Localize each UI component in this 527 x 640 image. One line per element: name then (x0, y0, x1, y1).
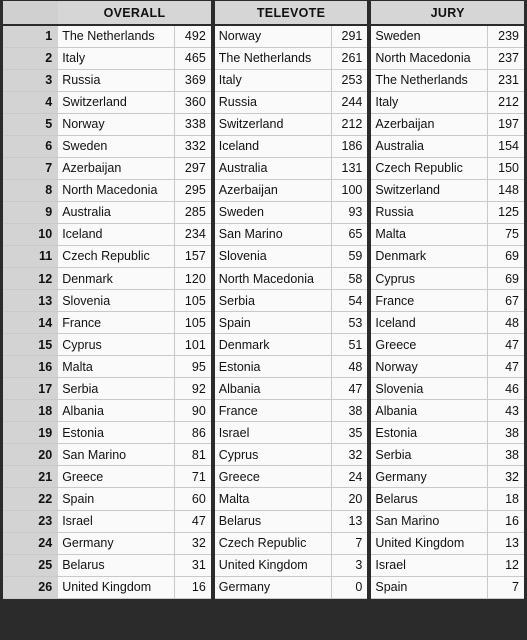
overall-country-cell: Malta (58, 356, 174, 378)
jury-points-cell: 13 (488, 532, 524, 554)
jury-country-cell: Switzerland (371, 179, 487, 201)
televote-country-cell: San Marino (215, 223, 331, 245)
table-row (3, 47, 524, 69)
rank-cell: 10 (3, 223, 58, 245)
jury-points-cell: 47 (488, 356, 524, 378)
televote-points-cell: 65 (331, 223, 367, 245)
televote-points-cell: 7 (331, 532, 367, 554)
rank-cell: 23 (3, 510, 58, 532)
televote-country-cell: Estonia (215, 356, 331, 378)
rank-column-header (3, 1, 58, 25)
table-row (3, 554, 524, 576)
jury-points-cell: 38 (488, 444, 524, 466)
televote-points-cell: 35 (331, 422, 367, 444)
overall-country-cell: Spain (58, 488, 174, 510)
televote-country-cell: Switzerland (215, 113, 331, 135)
televote-country-cell: Azerbaijan (215, 179, 331, 201)
table-row (3, 223, 524, 245)
table-row (3, 510, 524, 532)
jury-country-cell: Albania (371, 400, 487, 422)
jury-points-cell: 212 (488, 91, 524, 113)
overall-points-cell: 92 (175, 378, 211, 400)
jury-country-cell: Iceland (371, 312, 487, 334)
televote-points-cell: 24 (331, 466, 367, 488)
rank-cell: 16 (3, 356, 58, 378)
overall-country-cell: Sweden (58, 135, 174, 157)
overall-country-cell: Albania (58, 400, 174, 422)
jury-country-cell: Estonia (371, 422, 487, 444)
televote-country-cell: Cyprus (215, 444, 331, 466)
overall-points-cell: 90 (175, 400, 211, 422)
jury-points-cell: 18 (488, 488, 524, 510)
overall-country-cell: Estonia (58, 422, 174, 444)
jury-points-cell: 7 (488, 576, 524, 598)
header-row (3, 1, 524, 25)
overall-country-cell: Azerbaijan (58, 157, 174, 179)
table-row (3, 334, 524, 356)
jury-country-cell: Malta (371, 223, 487, 245)
televote-country-cell: The Netherlands (215, 47, 331, 69)
rank-cell: 6 (3, 135, 58, 157)
overall-country-cell: Russia (58, 69, 174, 91)
jury-points-cell: 48 (488, 312, 524, 334)
table-row (3, 466, 524, 488)
rank-cell: 2 (3, 47, 58, 69)
televote-points-cell: 244 (331, 91, 367, 113)
televote-points-cell: 53 (331, 312, 367, 334)
televote-points-cell: 93 (331, 201, 367, 223)
overall-country-cell: Germany (58, 532, 174, 554)
televote-column-header: TELEVOTE (215, 1, 368, 25)
overall-points-cell: 360 (175, 91, 211, 113)
jury-country-cell: Italy (371, 91, 487, 113)
table-row (3, 201, 524, 223)
televote-country-cell: Iceland (215, 135, 331, 157)
televote-country-cell: France (215, 400, 331, 422)
table-row (3, 245, 524, 267)
televote-country-cell: Australia (215, 157, 331, 179)
televote-points-cell: 20 (331, 488, 367, 510)
televote-country-cell: North Macedonia (215, 268, 331, 290)
jury-country-cell: France (371, 290, 487, 312)
jury-points-cell: 237 (488, 47, 524, 69)
overall-country-cell: Israel (58, 510, 174, 532)
overall-points-cell: 465 (175, 47, 211, 69)
televote-country-cell: Germany (215, 576, 331, 598)
overall-points-cell: 32 (175, 532, 211, 554)
table-row (3, 179, 524, 201)
overall-points-cell: 47 (175, 510, 211, 532)
overall-country-cell: Serbia (58, 378, 174, 400)
overall-points-cell: 295 (175, 179, 211, 201)
televote-points-cell: 58 (331, 268, 367, 290)
table-row (3, 488, 524, 510)
televote-country-cell: Italy (215, 69, 331, 91)
televote-points-cell: 32 (331, 444, 367, 466)
table-row (3, 400, 524, 422)
overall-country-cell: United Kingdom (58, 576, 174, 598)
televote-country-cell: Israel (215, 422, 331, 444)
overall-points-cell: 31 (175, 554, 211, 576)
jury-points-cell: 239 (488, 25, 524, 47)
jury-points-cell: 148 (488, 179, 524, 201)
table-row (3, 422, 524, 444)
televote-country-cell: Sweden (215, 201, 331, 223)
overall-points-cell: 105 (175, 312, 211, 334)
overall-points-cell: 16 (175, 576, 211, 598)
televote-points-cell: 186 (331, 135, 367, 157)
rank-cell: 13 (3, 290, 58, 312)
jury-country-cell: United Kingdom (371, 532, 487, 554)
overall-points-cell: 95 (175, 356, 211, 378)
jury-country-cell: Israel (371, 554, 487, 576)
rank-cell: 12 (3, 268, 58, 290)
televote-country-cell: Serbia (215, 290, 331, 312)
rank-cell: 4 (3, 91, 58, 113)
table-row (3, 378, 524, 400)
overall-country-cell: Switzerland (58, 91, 174, 113)
rank-cell: 9 (3, 201, 58, 223)
overall-points-cell: 101 (175, 334, 211, 356)
overall-points-cell: 120 (175, 268, 211, 290)
jury-points-cell: 47 (488, 334, 524, 356)
overall-country-cell: Belarus (58, 554, 174, 576)
jury-country-cell: Spain (371, 576, 487, 598)
rank-cell: 7 (3, 157, 58, 179)
overall-points-cell: 105 (175, 290, 211, 312)
overall-country-cell: Slovenia (58, 290, 174, 312)
jury-points-cell: 154 (488, 135, 524, 157)
jury-column-header: JURY (371, 1, 524, 25)
table-row (3, 135, 524, 157)
televote-points-cell: 54 (331, 290, 367, 312)
jury-country-cell: North Macedonia (371, 47, 487, 69)
table-row (3, 444, 524, 466)
jury-country-cell: Denmark (371, 245, 487, 267)
jury-points-cell: 231 (488, 69, 524, 91)
overall-points-cell: 157 (175, 245, 211, 267)
overall-country-cell: Greece (58, 466, 174, 488)
jury-country-cell: The Netherlands (371, 69, 487, 91)
televote-points-cell: 3 (331, 554, 367, 576)
overall-points-cell: 332 (175, 135, 211, 157)
televote-points-cell: 0 (331, 576, 367, 598)
jury-country-cell: Norway (371, 356, 487, 378)
overall-column-header: OVERALL (58, 1, 211, 25)
results-table (3, 1, 524, 599)
rank-cell: 19 (3, 422, 58, 444)
overall-points-cell: 81 (175, 444, 211, 466)
table-row (3, 356, 524, 378)
overall-country-cell: San Marino (58, 444, 174, 466)
rank-cell: 17 (3, 378, 58, 400)
table-row (3, 532, 524, 554)
televote-points-cell: 13 (331, 510, 367, 532)
televote-country-cell: Spain (215, 312, 331, 334)
overall-points-cell: 338 (175, 113, 211, 135)
overall-country-cell: The Netherlands (58, 25, 174, 47)
televote-points-cell: 212 (331, 113, 367, 135)
table-row (3, 312, 524, 334)
jury-points-cell: 16 (488, 510, 524, 532)
televote-country-cell: Belarus (215, 510, 331, 532)
televote-points-cell: 100 (331, 179, 367, 201)
overall-country-cell: Cyprus (58, 334, 174, 356)
jury-points-cell: 43 (488, 400, 524, 422)
jury-country-cell: Belarus (371, 488, 487, 510)
table-row (3, 25, 524, 47)
televote-points-cell: 253 (331, 69, 367, 91)
televote-country-cell: Albania (215, 378, 331, 400)
televote-points-cell: 48 (331, 356, 367, 378)
rank-cell: 20 (3, 444, 58, 466)
televote-country-cell: Malta (215, 488, 331, 510)
televote-country-cell: Russia (215, 91, 331, 113)
televote-country-cell: Czech Republic (215, 532, 331, 554)
televote-points-cell: 59 (331, 245, 367, 267)
jury-country-cell: San Marino (371, 510, 487, 532)
jury-country-cell: Australia (371, 135, 487, 157)
televote-country-cell: Norway (215, 25, 331, 47)
jury-country-cell: Germany (371, 466, 487, 488)
table-row (3, 113, 524, 135)
televote-points-cell: 131 (331, 157, 367, 179)
jury-points-cell: 67 (488, 290, 524, 312)
televote-points-cell: 47 (331, 378, 367, 400)
rank-cell: 14 (3, 312, 58, 334)
overall-country-cell: France (58, 312, 174, 334)
jury-country-cell: Greece (371, 334, 487, 356)
overall-country-cell: North Macedonia (58, 179, 174, 201)
jury-points-cell: 75 (488, 223, 524, 245)
rank-cell: 1 (3, 25, 58, 47)
overall-country-cell: Iceland (58, 223, 174, 245)
rank-cell: 15 (3, 334, 58, 356)
overall-country-cell: Denmark (58, 268, 174, 290)
televote-points-cell: 291 (331, 25, 367, 47)
rank-cell: 24 (3, 532, 58, 554)
overall-points-cell: 234 (175, 223, 211, 245)
table-row (3, 157, 524, 179)
rank-cell: 11 (3, 245, 58, 267)
jury-points-cell: 197 (488, 113, 524, 135)
rank-cell: 25 (3, 554, 58, 576)
table-row (3, 576, 524, 598)
televote-country-cell: United Kingdom (215, 554, 331, 576)
table-row (3, 69, 524, 91)
rank-cell: 3 (3, 69, 58, 91)
overall-country-cell: Norway (58, 113, 174, 135)
jury-points-cell: 150 (488, 157, 524, 179)
jury-points-cell: 38 (488, 422, 524, 444)
overall-points-cell: 297 (175, 157, 211, 179)
table-row (3, 268, 524, 290)
overall-points-cell: 60 (175, 488, 211, 510)
overall-country-cell: Australia (58, 201, 174, 223)
jury-country-cell: Cyprus (371, 268, 487, 290)
overall-points-cell: 86 (175, 422, 211, 444)
jury-points-cell: 46 (488, 378, 524, 400)
televote-country-cell: Denmark (215, 334, 331, 356)
jury-country-cell: Slovenia (371, 378, 487, 400)
overall-country-cell: Italy (58, 47, 174, 69)
jury-points-cell: 69 (488, 268, 524, 290)
televote-points-cell: 51 (331, 334, 367, 356)
jury-country-cell: Sweden (371, 25, 487, 47)
overall-points-cell: 285 (175, 201, 211, 223)
televote-country-cell: Slovenia (215, 245, 331, 267)
jury-points-cell: 69 (488, 245, 524, 267)
overall-points-cell: 369 (175, 69, 211, 91)
jury-points-cell: 12 (488, 554, 524, 576)
rank-cell: 8 (3, 179, 58, 201)
rank-cell: 26 (3, 576, 58, 598)
table-row (3, 91, 524, 113)
televote-points-cell: 261 (331, 47, 367, 69)
overall-points-cell: 492 (175, 25, 211, 47)
rank-cell: 21 (3, 466, 58, 488)
televote-country-cell: Greece (215, 466, 331, 488)
televote-points-cell: 38 (331, 400, 367, 422)
jury-country-cell: Czech Republic (371, 157, 487, 179)
jury-points-cell: 32 (488, 466, 524, 488)
jury-country-cell: Russia (371, 201, 487, 223)
rank-cell: 18 (3, 400, 58, 422)
jury-country-cell: Azerbaijan (371, 113, 487, 135)
rank-cell: 22 (3, 488, 58, 510)
overall-country-cell: Czech Republic (58, 245, 174, 267)
rank-cell: 5 (3, 113, 58, 135)
jury-points-cell: 125 (488, 201, 524, 223)
overall-points-cell: 71 (175, 466, 211, 488)
table-row (3, 290, 524, 312)
jury-country-cell: Serbia (371, 444, 487, 466)
